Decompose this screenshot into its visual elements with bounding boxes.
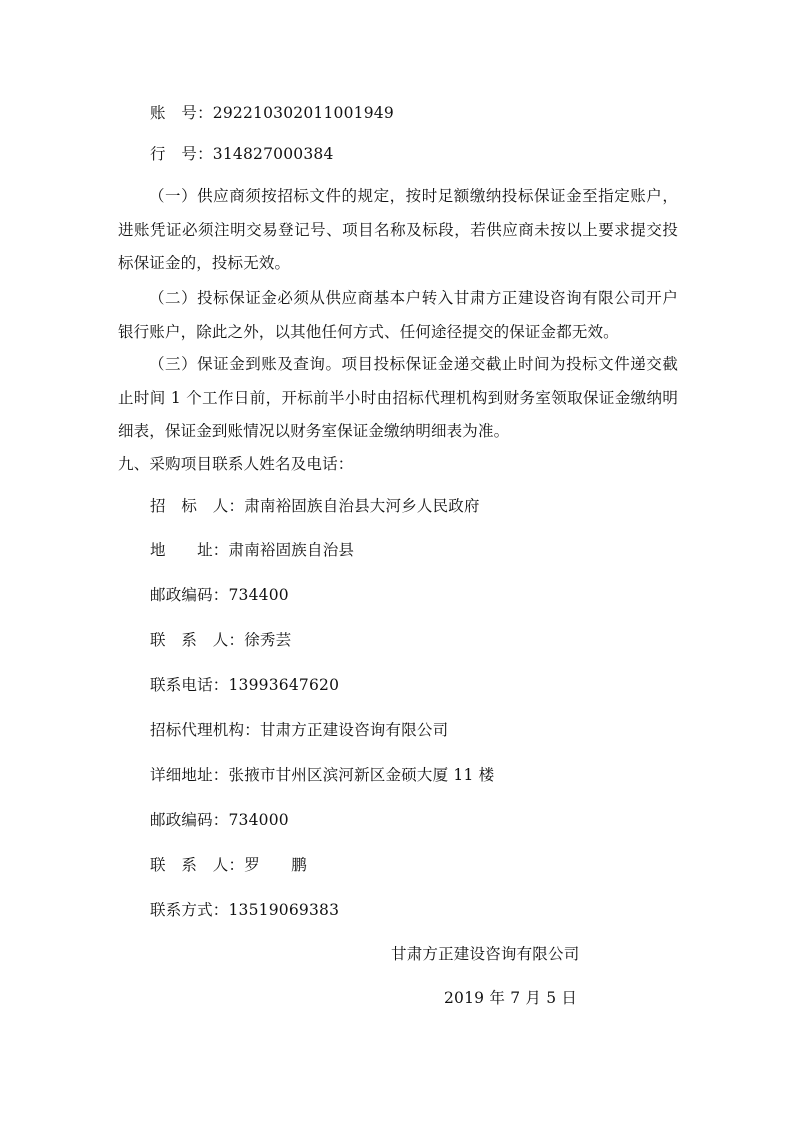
bank-number: 行 号：314827000384 (150, 145, 334, 163)
tenderer-phone: 联系电话：13993647620 (150, 676, 340, 694)
tenderer: 招 标 人：肃南裕固族自治县大河乡人民政府 (150, 497, 480, 515)
clause-1: （一）供应商须按招标文件的规定，按时足额缴纳投标保证金至指定账户，进账凭证必须注明交易登记号、项目名称及标段，若供应商未按以上要求提交投标保证金的，投标无效。 (118, 187, 678, 272)
account-number: 账 号：292210302011001949 (150, 104, 394, 122)
clause-3: （三）保证金到账及查询。项目投标保证金递交截止时间为投标文件递交截止时间 1 个工作日前，开标前半小时由招标代理机构到财务室领取保证金缴纳明细表，保证金到账情况以财务室保证金缴纳明细表为准。 (118, 355, 678, 440)
clause-2: （二）投标保证金必须从供应商基本户转入甘肃方正建设咨询有限公司开户银行账户，除此之外，以其他任何方式、任何途径提交的保证金都无效。 (118, 289, 678, 341)
agency-address: 详细地址：张掖市甘州区滨河新区金硕大厦 11 楼 (150, 766, 495, 784)
agency-phone: 联系方式：13519069383 (150, 901, 340, 919)
agency-postcode: 邮政编码：734000 (150, 811, 289, 829)
agency-contact: 联 系 人：罗 鹏 (150, 856, 308, 874)
tenderer-contact: 联 系 人：徐秀芸 (150, 631, 292, 649)
signature-date: 2019 年 7 月 5 日 (444, 989, 578, 1007)
agency-name: 招标代理机构：甘肃方正建设咨询有限公司 (150, 721, 449, 739)
signature-company: 甘肃方正建设咨询有限公司 (391, 945, 580, 963)
section-title: 九、采购项目联系人姓名及电话： (118, 455, 354, 473)
tenderer-address: 地 址：肃南裕固族自治县 (150, 541, 355, 559)
tenderer-postcode: 邮政编码：734400 (150, 586, 289, 604)
